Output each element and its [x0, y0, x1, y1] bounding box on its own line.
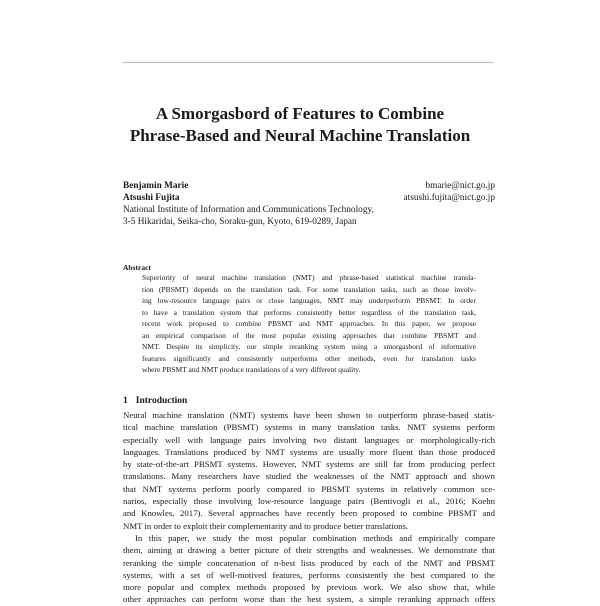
- author-email: bmarie@nict.go.jp: [425, 181, 495, 191]
- abstract-line: to have a translation system that performs consistently better regardless of the translation task,: [142, 307, 476, 317]
- body-line: narios, especially those involving low-resource language pairs (Bentivogli et al., 2016; Koehn: [123, 496, 495, 507]
- body-line: them, aiming at drawing a better picture of their strengths and weaknesses. We demonstrate that: [123, 545, 495, 556]
- top-rule: [122, 62, 494, 63]
- author-name: Benjamin Marie: [123, 181, 189, 191]
- abstract-line: tion (PBSMT) depends on the translation task. For some translation tasks, such as those involv-: [142, 284, 476, 294]
- section-heading: [123, 395, 187, 407]
- body-line: Neural machine translation (NMT) systems have been shown to outperform phrase-based statis-: [123, 410, 495, 420]
- body-line: In this paper, we study the most popular combination methods and empirically compare: [135, 532, 495, 543]
- body-line: tical machine translation (PBSMT) systems in many translation tasks. NMT systems perform: [123, 422, 495, 433]
- abstract-line: an empirical comparison of the most popular existing approaches that combine PBSMT and: [142, 330, 476, 340]
- section-number: 1: [123, 396, 128, 406]
- abstract-heading: Abstract: [123, 263, 151, 272]
- affiliation-line: National Institute of Information and Communications Technology,: [123, 205, 374, 215]
- body-line: translations. Many researchers have studied the weaknesses of the NMT approach and shown: [123, 471, 495, 482]
- body-line: more popular and complex methods proposed by previous work. We also show that, while: [123, 582, 495, 593]
- body-line: especially well with language pairs involving two distant languages or morphologically-rich: [123, 434, 495, 445]
- abstract-text: [142, 272, 476, 376]
- author-name: Atsushi Fujita: [123, 193, 180, 203]
- author-email: atsushi.fujita@nict.go.jp: [403, 193, 495, 203]
- body-line: systems, with a set of well-motived features, performs consistently the best compared to the: [123, 569, 495, 580]
- title-line-2: Phrase-Based and Neural Machine Translation: [129, 126, 471, 145]
- body-line: by state-of-the-art PBSMT systems. However, NMT systems are still far from producing perfect: [123, 459, 495, 470]
- affiliation-line: 3-5 Hikaridai, Seika-cho, Soraku-gun, Kyoto, 619-0289, Japan: [123, 217, 357, 227]
- author-row: [123, 192, 495, 204]
- body-text: [123, 409, 495, 606]
- abstract-line: ing low-resource language pairs or close languages, NMT may underperform PBSMT. In order: [142, 296, 476, 305]
- section-title: Introduction: [135, 396, 188, 406]
- body-line: reranking the simple concatenation of n-best lists produced by each of the NMT and PBSMT: [123, 557, 495, 568]
- abstract-line: NMT. Despite its simplicity, our simple reranking system using a smorgasbord of informative: [142, 342, 476, 351]
- author-row: [123, 180, 495, 192]
- paper-title: [100, 103, 500, 147]
- author-block: [123, 180, 495, 228]
- abstract-line: features significantly and consistently outperforms other methods, even for translation tasks: [142, 353, 476, 363]
- body-line: that NMT systems perform poorly compared to PBSMT systems in relatively common sce-: [123, 483, 495, 494]
- title-line-1: A Smorgasbord of Features to Combine: [155, 104, 445, 123]
- abstract-line: where PBSMT and NMT produce translations of a very different quality.: [142, 365, 361, 374]
- body-line: NMT in order to exploit their complementarity and to produce better translations.: [123, 520, 409, 531]
- body-line: and Knowles, 2017). Several approaches have recently been proposed to combine PBSMT and: [123, 508, 495, 519]
- abstract-line: Superiority of neural machine translation (NMT) and phrase-based statistical machine transla-: [142, 273, 476, 282]
- body-line: languages. Translations produced by NMT systems are usually more fluent than those produced: [123, 446, 495, 457]
- abstract-line: recent work proposed to combine PBSMT and NMT approaches. In this paper, we propose: [142, 319, 476, 328]
- body-line: other approaches can perform worse than the best system, a simple reranking approach offers: [123, 594, 495, 605]
